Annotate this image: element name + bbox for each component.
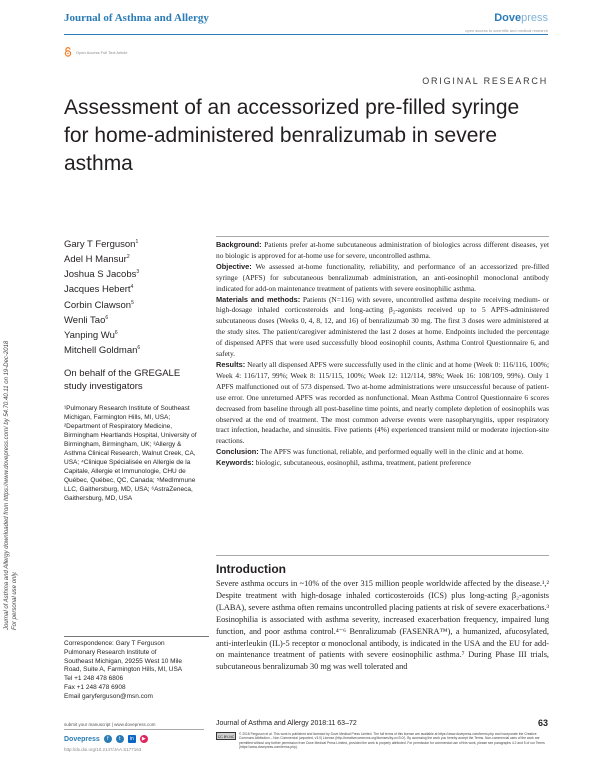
correspondence-line: Southeast Michigan, 29255 West 10 Mile (64, 657, 183, 665)
author: Corbin Clawson$^5$ (64, 299, 134, 311)
correspondence-fax: Fax +1 248 478 6908 (64, 683, 126, 691)
author: Joshua S Jacobs$^3$ (64, 269, 140, 281)
footer-brand-row (64, 735, 204, 743)
correspondence-line: Road, Suite A, Farmington Hills, MI, USA (64, 666, 183, 674)
open-access-badge (64, 47, 128, 57)
footer-citation: Journal of Asthma and Allergy 2018:11 63–72 (216, 720, 357, 727)
author-column (64, 236, 204, 503)
license-text: © 2018 Ferguson et al. This work is published and licensed by Dove Medical Press Limited. The full terms of this license are available at https://www.dovepress.com/terms.php and incorporate the Creative Commons Attribution – Non Commercial (unported, v3.0) License (http://creativecommons.org/licenses/by-nc/3.0/). By accessing the work you hereby accept the Terms. Non-commercial uses of the work are permitted without any further permission from Dove Medical Press Limited, provided the work is properly attributed. For permission for commercial use of this work, please see paragraphs 4.2 and 5 of our Terms (https://www.dovepress.com/terms.php). (239, 732, 545, 750)
correspondence-line: Pulmonary Research Institute of (64, 648, 157, 656)
correspondence-name: Correspondence: Gary T Ferguson (64, 636, 209, 649)
doi-link[interactable]: http://dx.doi.org/10.2147/JAA.S177163 (64, 747, 142, 752)
footer-left (64, 722, 204, 752)
submit-link[interactable]: submit your manuscript | www.dovepress.com (64, 722, 204, 730)
author: Yanping Wu$^6$ (64, 329, 118, 342)
journal-name: Journal of Asthma and Allergy (64, 12, 209, 24)
article-type: ORIGINAL RESEARCH (422, 76, 548, 86)
side-note-line1: Journal of Asthma and Allergy downloaded from https://www.dovepress.com/ by 54.70.40.11 on 19-Dec-2018 (4, 340, 10, 630)
author: Mitchell Goldman$^6$ (64, 345, 141, 357)
publisher-suffix: press (521, 12, 548, 24)
open-access-icon (64, 47, 72, 57)
correspondence (64, 636, 209, 702)
study-group: On behalf of the GREGALE study investigators (64, 368, 181, 393)
author: Wenli Tao$^6$ (64, 314, 109, 326)
abstract (216, 236, 549, 556)
youtube-icon[interactable]: ▶ (140, 735, 148, 743)
author: Adel H Mansur$^2$ (64, 254, 130, 266)
publisher-logo[interactable] (494, 12, 548, 24)
abstract-results: Results: Nearly all dispensed APFS were successfully used in the clinic and at home (Week 0: 116/116, 100%; Week 4: 116/117, 99%; Week 8: 115/115, 100%; Week 12: 112/114, 98%; Week 16: 108/109, 99%). Only 1 APFS malfunctioned out of 573 dispensed. Two at-home administrations were unsuccessful because of patient-use error. One unreturned APFS was recorded as nonfunctional. Mean Asthma Control Questionnaire 6 scores decreased from baseline through all post-baseline time points, and nearly complete depletion of eosinophils was observed at the end of treatment. The most common adverse events were nasopharyngitis, upper respiratory tract infection, headache, and sinusitis. Five patients (4%) experienced transient mild or moderate injection-site reactions. (216, 359, 549, 446)
abstract-keywords: Keywords: biologic, subcutaneous, eosinophil, asthma, treatment, patient preference (216, 458, 471, 468)
intro-heading: Introduction (216, 562, 286, 576)
header-rule (64, 34, 548, 35)
author: Gary T Ferguson$^1$ (64, 239, 139, 251)
open-access-label: Open Access Full Text Article (76, 49, 128, 55)
abstract-methods: Materials and methods: Patients (N=116) with severe, uncontrolled asthma despite receiving medium- or high-dosage inhaled corticosteroids and long-acting β₂-agonists received up to 5 APFS-administered subcutaneous doses (Weeks 0, 4, 8, 12, and 16) of benralizumab 30 mg. The first 3 doses were administered at the study sites. The patient/caregiver administered the last 2 doses at home. Endpoints included the percentage of dispensed APFS that were used successfully blood eosinophil counts, Asthma Control Questionnaire 6, and safety. (216, 294, 550, 359)
side-note (4, 160, 18, 630)
intro-body: Severe asthma occurs in ~10% of the over 315 million people worldwide affected by the disease.¹,² Despite treatment with high-dosage inhaled corticosteroids (ICS) plus long-acting β₂-agonists (LABA), severe asthma often remains uncontrolled placing patients at risk of severe exacerbations.³ Eosinophilia is associated with asthma severity, increased exacerbation frequency, impaired lung function, and poor asthma control.⁴⁻⁶ Benralizumab (FASENRA™), a humanized, afucosylated, anti-interleukin (IL)-5 receptor α monoclonal antibody, is indicated in the USA and the EU for add-on maintenance treatment of patients with severe eosinophilic asthma.⁷ During Phase III trials, subcutaneous benralizumab 30 mg was well tolerated and (216, 579, 549, 672)
author: Jacques Hebert$^4$ (64, 284, 134, 296)
author-list (64, 236, 204, 357)
abstract-objective: Objective: We assessed at-home functionality, reliability, and performance of an accessorized pre-filled syringe (APFS) for subcutaneous benralizumab administration, an anti-eosinophil monoclonal antibody indicated for add-on maintenance treatment of patients with severe eosinophilic asthma. (216, 261, 550, 293)
twitter-icon[interactable]: t (116, 735, 124, 743)
cc-license-icon[interactable]: CC BY-NC (216, 732, 236, 740)
correspondence-tel: Tel +1 248 478 6806 (64, 675, 124, 683)
linkedin-icon[interactable]: in (128, 735, 136, 743)
correspondence-email[interactable]: Email garyferguson@msn.com (64, 692, 153, 700)
publisher-tagline: open access to scientific and medical research (465, 28, 548, 33)
affiliations: ¹Pulmonary Research Institute of Southeast Michigan, Farmington Hills, MI, USA; ²Department of Respiratory Medicine, Birmingham Heartlands Hospital, University of Birmingham, Birmingham, UK; ³Allergy & Asthma Clinical Research, Walnut Creek, CA, USA; ⁴Clinique Spécialisée en Allergie de la Capitale, Allergie et Immunologie, CHU de Québec, Québec, QC, Canada; ⁵MedImmune LLC, Gaithersburg, MD, USA; ⁶AstraZeneca, Gaithersburg, MD, USA (64, 405, 197, 503)
article-title: Assessment of an accessorized pre-filled syringe for home-administered benralizumab in severe asthma (64, 96, 520, 175)
publisher-prefix: Dove (494, 12, 522, 24)
abstract-background: Background: Patients prefer at-home subcutaneous administration of biologics across different diseases, yet no biologic is approved for at-home use for severe, uncontrolled asthma. (216, 240, 549, 260)
facebook-icon[interactable]: f (104, 735, 112, 743)
page-number: 63 (537, 718, 548, 728)
abstract-conclusion: Conclusion: The APFS was functional, reliable, and performed equally well in the clinic and at home. (216, 447, 524, 457)
side-note-line2: For personal use only. (11, 571, 18, 630)
license (216, 732, 549, 750)
footer-brand[interactable]: Dovepress (64, 735, 100, 743)
